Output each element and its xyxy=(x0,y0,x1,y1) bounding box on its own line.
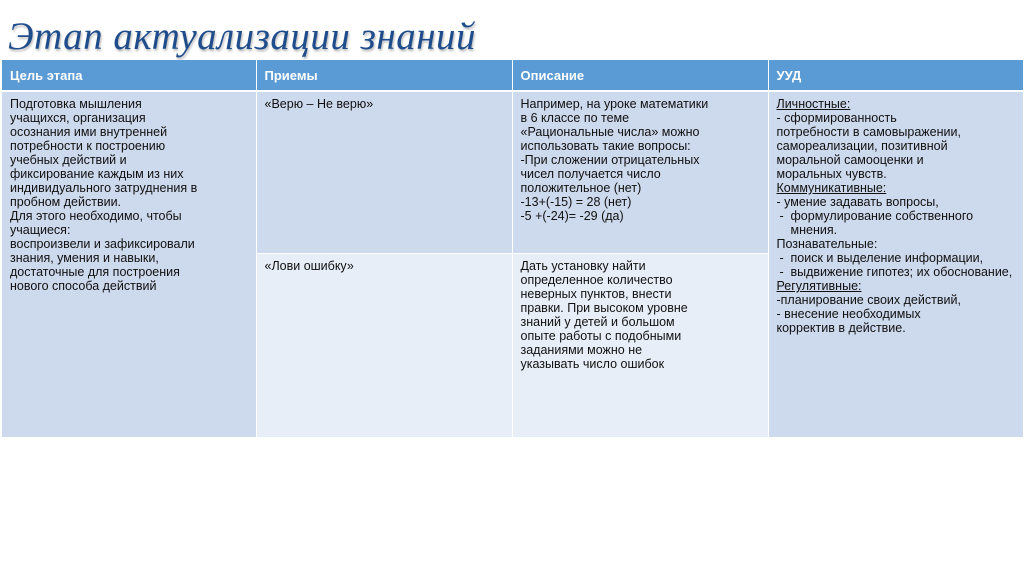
header-description: Описание xyxy=(512,60,768,91)
technique-1-name: «Верю – Не верю» xyxy=(256,91,512,254)
table-row xyxy=(2,91,1023,254)
description-line: чисел получается число xyxy=(520,167,661,181)
goal-line: Подготовка мышления xyxy=(10,97,142,111)
uud-line: - сформированность xyxy=(776,111,897,125)
description-line: определенное количество xyxy=(520,273,673,287)
goal-line: потребности к построению xyxy=(10,139,166,153)
description-line: -5 +(-24)= -29 (да) xyxy=(520,209,624,223)
uud-cell xyxy=(768,91,1023,438)
uud-bullet: - формулирование собственного мнения. xyxy=(777,209,1015,237)
uud-line: - внесение необходимых xyxy=(776,307,921,321)
uud-communicative-heading: Коммуникативные: xyxy=(776,181,887,195)
description-line: в 6 классе по теме xyxy=(520,111,630,125)
goal-line: осознания ими внутренней xyxy=(10,125,168,139)
description-line: опыте работы с подобными xyxy=(520,329,682,343)
description-line: использовать такие вопросы: xyxy=(520,139,691,153)
header-goal: Цель этапа xyxy=(2,60,256,91)
description-line: неверных пунктов, внести xyxy=(520,287,672,301)
stage-table xyxy=(2,60,1024,438)
description-line: «Рациональные числа» можно xyxy=(520,125,700,139)
goal-line: воспроизвели и зафиксировали xyxy=(10,237,195,251)
uud-personal-heading: Личностные: xyxy=(776,97,851,111)
goal-line: пробном действии. xyxy=(10,195,122,209)
description-line: положительное (нет) xyxy=(520,181,642,195)
goal-line: учащихся, организация xyxy=(10,111,146,125)
header-uud: УУД xyxy=(768,60,1023,91)
description-line: Например, на уроке математики xyxy=(520,97,709,111)
technique-2-description xyxy=(512,254,768,438)
goal-line: учащиеся: xyxy=(10,223,71,237)
description-line: -13+(-15) = 28 (нет) xyxy=(520,195,632,209)
technique-2-name: «Лови ошибку» xyxy=(256,254,512,438)
goal-line: учебных действий и xyxy=(10,153,127,167)
goal-line: индивидуального затруднения в xyxy=(10,181,198,195)
description-line: указывать число ошибок xyxy=(520,357,665,371)
goal-line: достаточные для построения xyxy=(10,265,180,279)
goal-line: нового способа действий xyxy=(10,279,157,293)
technique-1-description xyxy=(512,91,768,254)
goal-line: фиксирование каждым из них xyxy=(10,167,184,181)
description-line: Дать установку найти xyxy=(520,259,646,273)
uud-line: моральных чувств. xyxy=(776,167,887,181)
uud-line: самореализации, позитивной xyxy=(776,139,948,153)
description-line: знаний у детей и большом xyxy=(520,315,675,329)
goal-line: Для этого необходимо, чтобы xyxy=(10,209,182,223)
uud-line: -планирование своих действий, xyxy=(776,293,961,307)
goal-line: знания, умения и навыки, xyxy=(10,251,159,265)
uud-cognitive-heading: Познавательные: xyxy=(776,237,878,251)
uud-line: - умение задавать вопросы, xyxy=(776,195,939,209)
uud-line: потребности в самовыражении, xyxy=(776,125,961,139)
goal-cell xyxy=(2,91,256,438)
uud-regulative-heading: Регулятивные: xyxy=(776,279,862,293)
uud-line: моральной самооценки и xyxy=(776,153,924,167)
description-line: правки. При высоком уровне xyxy=(520,301,688,315)
description-line: заданиями можно не xyxy=(520,343,643,357)
table-header-row xyxy=(2,60,1023,91)
header-techniques: Приемы xyxy=(256,60,512,91)
slide-title: Этап актуализации знаний xyxy=(8,15,477,58)
uud-bullet: - выдвижение гипотез; их обоснование, xyxy=(777,265,1015,279)
uud-line: корректив в действие. xyxy=(776,321,906,335)
uud-bullet: - поиск и выделение информации, xyxy=(777,251,1015,265)
description-line: -При сложении отрицательных xyxy=(520,153,700,167)
